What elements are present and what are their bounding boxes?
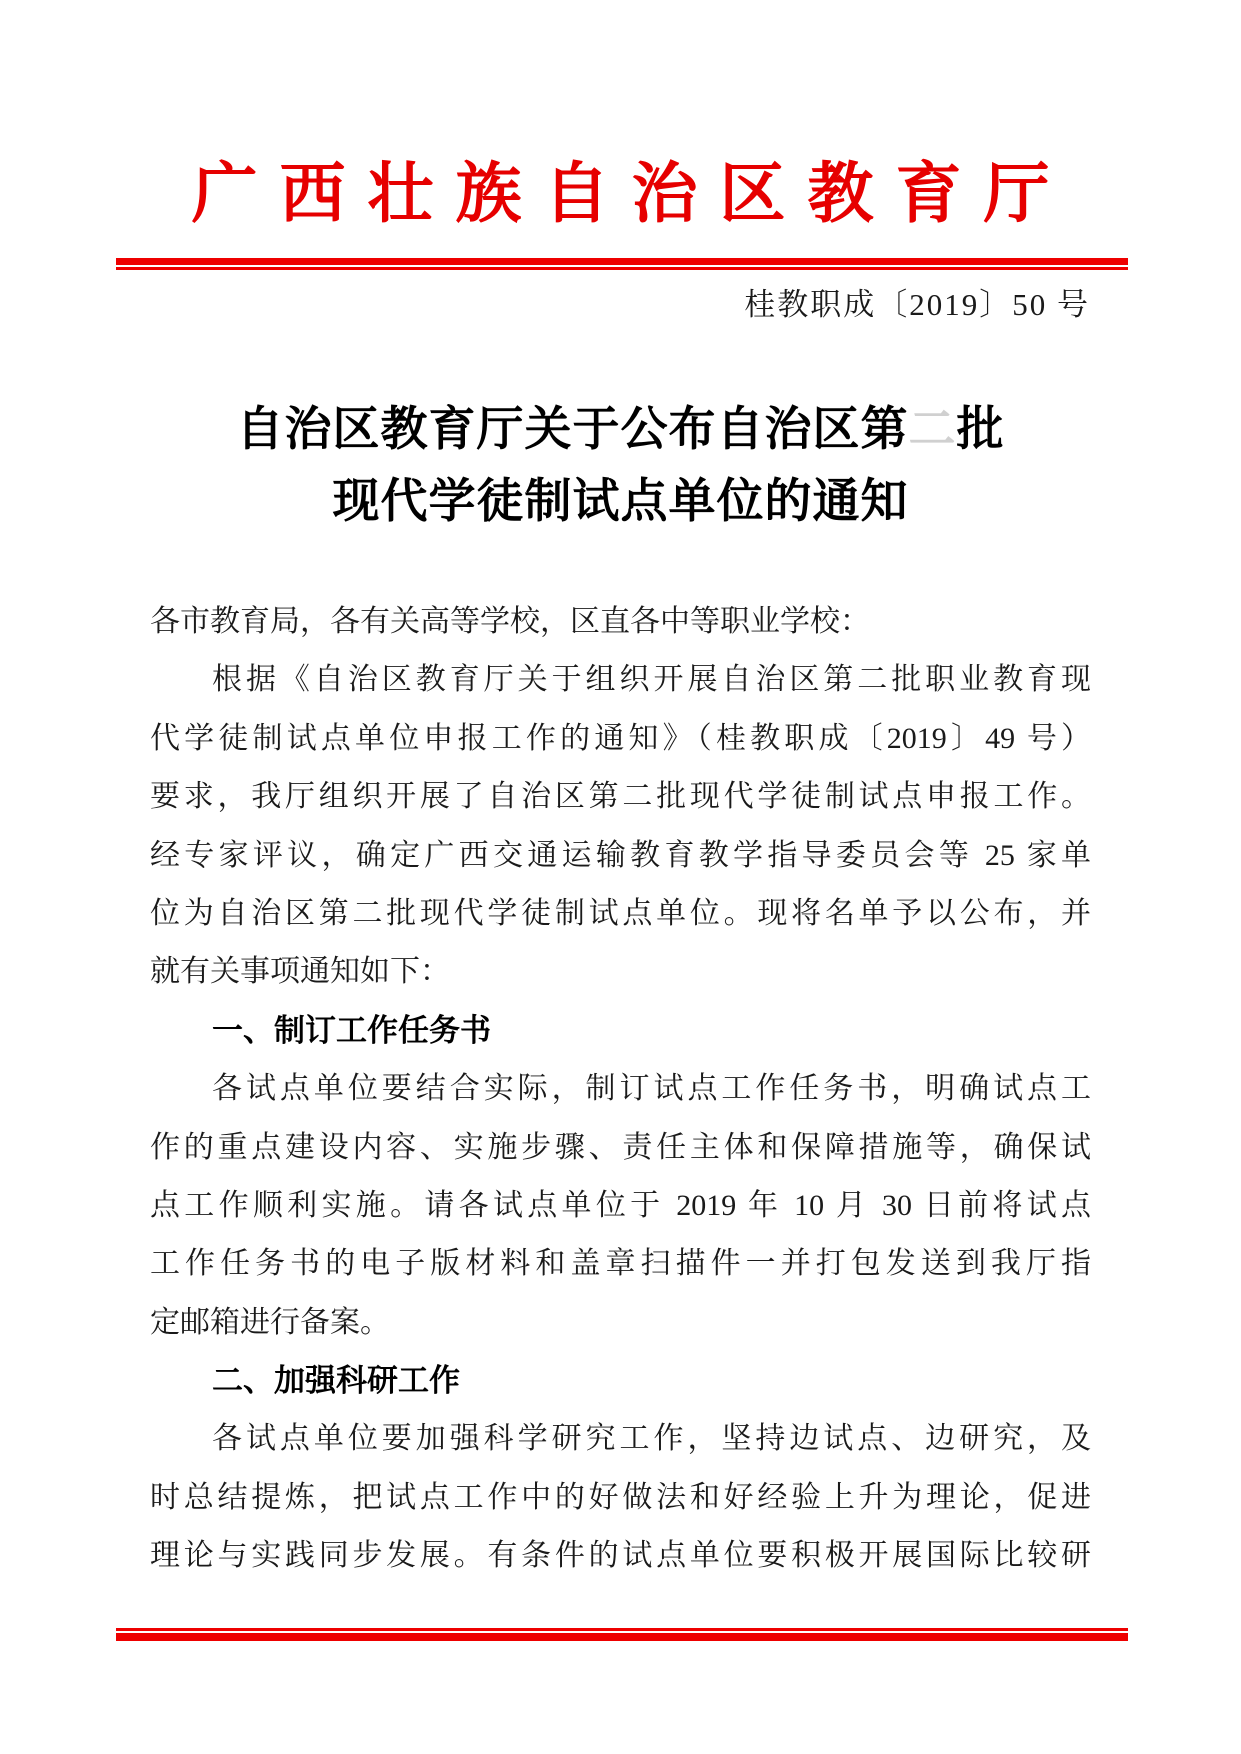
body-line: 各试点单位要加强科学研究工作，坚持边试点、边研究，及 bbox=[212, 1422, 1091, 1456]
footer-divider bbox=[116, 1628, 1128, 1641]
body-line: 点工作顺利实施。请各试点单位于 2019 年 10 月 30 日前将试点 bbox=[150, 1188, 1091, 1222]
body-line: 就有关事项通知如下： bbox=[150, 955, 450, 989]
letterhead-divider-thin-line bbox=[116, 267, 1128, 270]
title-line1-text: 自治区教育厅关于公布自治区第 bbox=[236, 404, 909, 456]
body-line: 要求，我厅组织开展了自治区第二批现代学徒制试点申报工作。 bbox=[150, 780, 1091, 814]
letterhead-divider bbox=[116, 258, 1128, 270]
title-line1-faded-character: 二 bbox=[908, 404, 957, 456]
body-line: 工作任务书的电子版材料和盖章扫描件一并打包发送到我厅指 bbox=[150, 1247, 1091, 1281]
body-line: 经专家评议，确定广西交通运输教育教学指导委员会等 25 家单 bbox=[150, 838, 1091, 872]
body-line: 位为自治区第二批现代学徒制试点单位。现将名单予以公布，并 bbox=[150, 896, 1091, 930]
document-body bbox=[150, 593, 1091, 1586]
body-line: 时总结提炼，把试点工作中的好做法和好经验上升为理论，促进 bbox=[150, 1480, 1091, 1514]
footer-divider-thick-line bbox=[116, 1633, 1128, 1641]
document-reference-number: 桂教职成〔2019〕50 号 bbox=[744, 287, 1090, 322]
body-line: 二、加强科研工作 bbox=[212, 1363, 460, 1399]
letterhead-agency-name: 广西壮族自治区教育厅 bbox=[191, 158, 1072, 231]
document-title bbox=[150, 394, 1091, 538]
body-line: 代学徒制试点单位申报工作的通知》（桂教职成〔2019〕49 号） bbox=[150, 721, 1091, 755]
body-line: 定邮箱进行备案。 bbox=[150, 1305, 390, 1339]
body-line: 作的重点建设内容、实施步骤、责任主体和保障措施等，确保试 bbox=[150, 1130, 1091, 1164]
letterhead-divider-thick-line bbox=[116, 258, 1128, 265]
title-line1-text-end: 批 bbox=[956, 404, 1005, 456]
body-line: 各试点单位要结合实际，制订试点工作任务书，明确试点工 bbox=[212, 1072, 1091, 1106]
body-line: 各市教育局，各有关高等学校，区直各中等职业学校： bbox=[150, 605, 870, 638]
body-line: 理论与实践同步发展。有条件的试点单位要积极开展国际比较研 bbox=[150, 1539, 1091, 1573]
document-title-line-1 bbox=[150, 394, 1091, 466]
body-line: 一、制订工作任务书 bbox=[212, 1012, 491, 1048]
body-line: 根据《自治区教育厅关于组织开展自治区第二批职业教育现 bbox=[212, 663, 1091, 697]
document-title-line-2: 现代学徒制试点单位的通知 bbox=[332, 476, 909, 528]
